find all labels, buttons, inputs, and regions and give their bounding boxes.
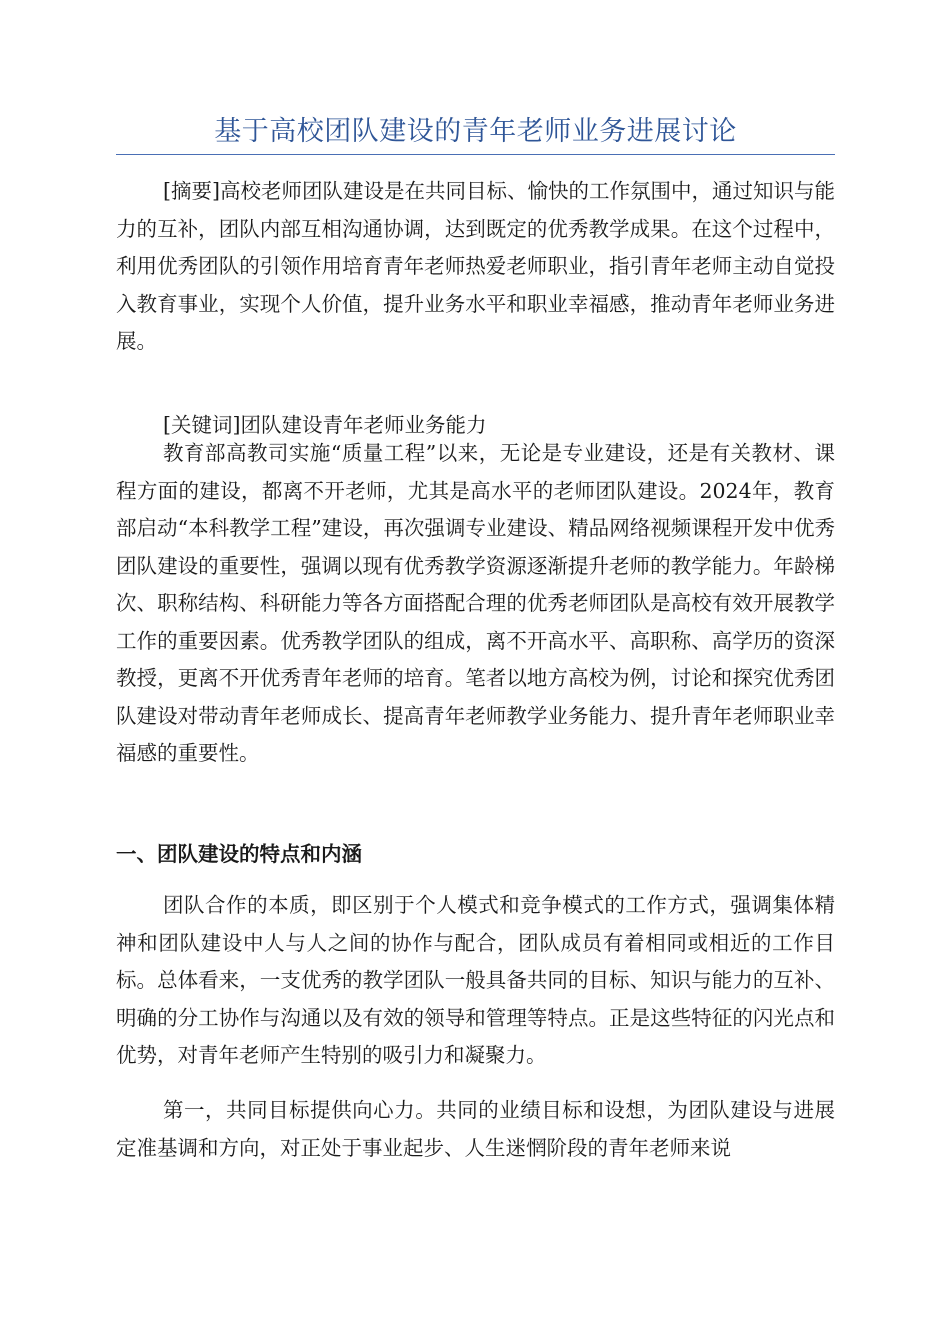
intro-paragraph: 教育部高教司实施“质量工程”以来，无论是专业建设，还是有关教材、课程方面的建设，都离不开老师，尤其是高水平的老师团队建设。2024年，教育部启动“本科教学工程”建设，再次强调专业建设、精品网络视频课程开发中优秀团队建设的重要性，强调以现有优秀教学资源逐渐提升老师的教学能力。年龄梯次、职称结构、科研能力等各方面搭配合理的优秀老师团队是高校有效开展教学工作的重要因素。优秀教学团队的组成，离不开高水平、高职称、高学历的资深教授，更离不开优秀青年老师的培育。笔者以地方高校为例，讨论和探究优秀团队建设对带动青年老师成长、提高青年老师教学业务能力、提升青年老师职业幸福感的重要性。 xyxy=(116,441,835,765)
title-underline xyxy=(116,154,835,155)
keywords-paragraph: [关键词]团队建设青年老师业务能力 xyxy=(163,413,487,437)
first-point-paragraph: 第一，共同目标提供向心力。共同的业绩目标和设想，为团队建设与进展定准基调和方向，对正处于事业起步、人生迷惘阶段的青年老师来说 xyxy=(116,1098,835,1160)
section-heading: 一、团队建设的特点和内涵 xyxy=(116,842,362,866)
document-title: 基于高校团队建设的青年老师业务进展讨论 xyxy=(214,116,737,147)
abstract-paragraph: [摘要]高校老师团队建设是在共同目标、愉快的工作氛围中，通过知识与能力的互补，团队内部互相沟通协调，达到既定的优秀教学成果。在这个过程中，利用优秀团队的引领作用培育青年老师热爱老师职业，指引青年老师主动自觉投入教育事业，实现个人价值，提升业务水平和职业幸福感，推动青年老师业务进展。 xyxy=(116,179,835,353)
section-paragraph: 团队合作的本质，即区别于个人模式和竞争模式的工作方式，强调集体精神和团队建设中人与人之间的协作与配合，团队成员有着相同或相近的工作目标。总体看来，一支优秀的教学团队一般具备共同的目标、知识与能力的互补、明确的分工协作与沟通以及有效的领导和管理等特点。正是这些特征的闪光点和优势，对青年老师产生特别的吸引力和凝聚力。 xyxy=(116,893,835,1067)
